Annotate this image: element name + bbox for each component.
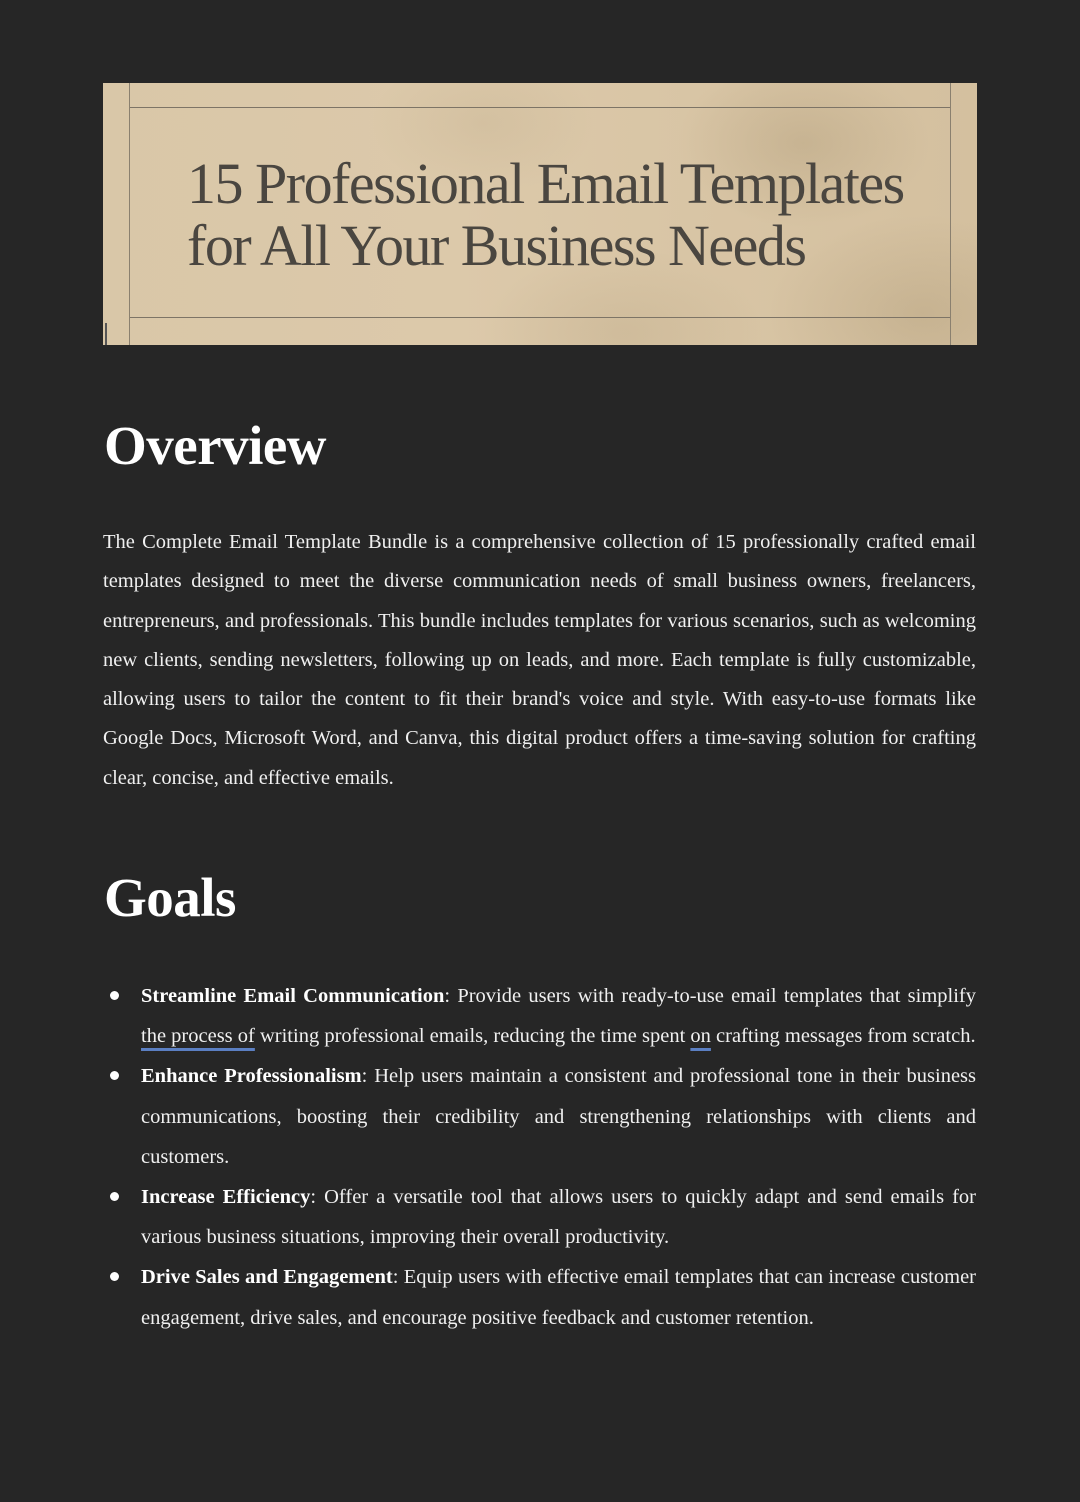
goals-list — [103, 976, 976, 1338]
banner-title-line-1: 15 Professional Email Templates — [187, 151, 904, 216]
goal-text-part: : Provide users with ready-to-use email templates that simplify — [444, 985, 976, 1007]
goal-item-sales — [103, 1257, 976, 1337]
goal-label: Streamline Email Communication — [141, 985, 445, 1007]
bullet-icon — [110, 1071, 119, 1080]
goal-label: Drive Sales and Engagement — [141, 1266, 393, 1289]
spellcheck-underlined-phrase[interactable]: the process of — [141, 1025, 255, 1048]
header-banner — [103, 83, 977, 345]
goal-text: : Offer a versatile tool that allows users to quickly adapt and send emails for various business situations, improving their overall productivity. — [141, 1186, 976, 1249]
goal-item-efficiency — [103, 1177, 976, 1257]
goal-label: Increase Efficiency — [141, 1186, 311, 1209]
banner-title-line-2: for All Your Business Needs — [187, 213, 806, 278]
banner-top-rule — [129, 107, 951, 108]
bullet-icon — [110, 991, 119, 1000]
overview-heading: Overview — [104, 415, 327, 476]
bullet-icon — [110, 1272, 119, 1281]
banner-bottom-rule — [129, 317, 951, 318]
goal-item-professionalism — [103, 1056, 976, 1177]
overview-paragraph: The Complete Email Template Bundle is a comprehensive collection of 15 professionally crafted email templates designed to meet the diverse communication needs of small business owners, freelancers, entrepreneurs, and professionals. This bundle includes templates for various scenarios, such as welcoming new clients, sending newsletters, following up on leads, and more. Each template is fully customizable, allowing users to tailor the content to fit their brand's voice and style. With easy-to-use formats like Google Docs, Microsoft Word, and Canva, this digital product offers a time-saving solution for crafting clear, concise, and effective emails. — [103, 531, 976, 789]
goal-text: : Help users maintain a consistent and professional tone in their business communications, boosting their credibility and strengthening relationships with clients and customers. — [141, 1065, 976, 1168]
goal-text-part: writing professional emails, reducing the time spent — [254, 1025, 691, 1048]
goal-item-streamline — [103, 976, 976, 1056]
banner-right-rule — [950, 83, 951, 345]
banner-title — [187, 153, 947, 277]
banner-corner-mark — [105, 323, 107, 345]
goals-heading: Goals — [104, 867, 236, 928]
goal-label: Enhance Professionalism — [141, 1065, 362, 1088]
goal-text-part: crafting messages from scratch. — [710, 1025, 976, 1048]
bullet-icon — [110, 1192, 119, 1201]
banner-left-rule — [129, 83, 130, 345]
spellcheck-underlined-word[interactable]: on — [690, 1025, 711, 1048]
goal-text: : Equip users with effective email templates that can increase customer engagement, drive sales, and encourage positive feedback and customer retention. — [141, 1266, 976, 1329]
